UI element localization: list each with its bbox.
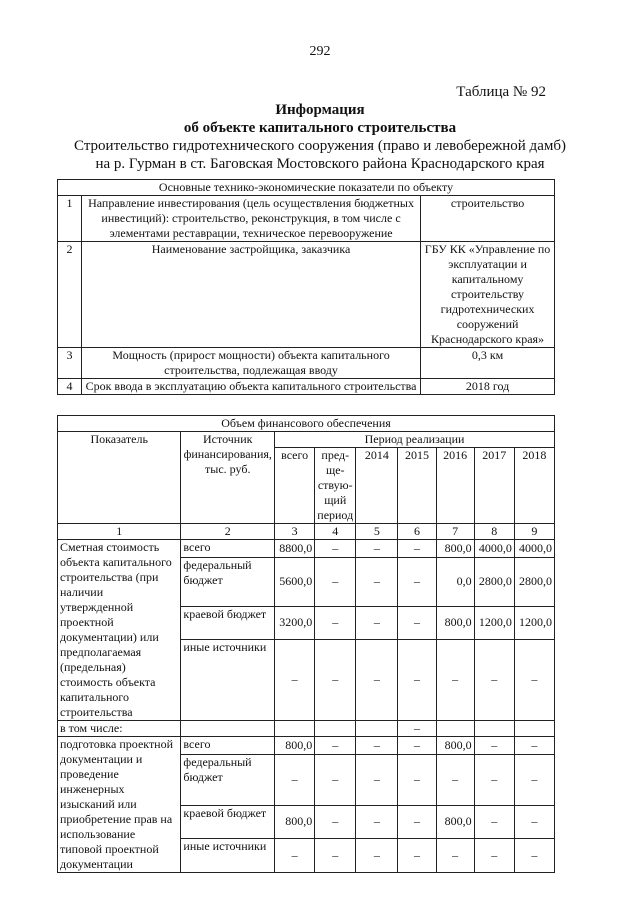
indicators-header-row (58, 180, 555, 196)
value-cell: 800,0 (436, 805, 474, 839)
value-cell: – (514, 805, 554, 839)
value-cell: – (398, 639, 436, 720)
col-number: 8 (474, 524, 514, 540)
col-number: 6 (398, 524, 436, 540)
col-year: 2018 (514, 448, 554, 524)
value-cell: 1200,0 (514, 606, 554, 639)
value-cell: – (356, 557, 398, 606)
including-mark: – (398, 721, 436, 737)
finance-colhead-row (58, 432, 555, 448)
value-cell: – (474, 737, 514, 755)
subtitle-line-2: на р. Гурман в ст. Баговская Мостовского района Краснодарского края (95, 156, 545, 172)
finance-header: Объем финансового обеспечения (58, 416, 555, 432)
value-cell: – (436, 839, 474, 873)
indicator-num: 4 (58, 379, 82, 395)
title-line-2: об объекте капитального строительства (183, 120, 457, 136)
indicator-num: 3 (58, 348, 82, 379)
indicator-name: Срок ввода в эксплуатацию объекта капитального строительства (81, 379, 420, 395)
col-number: 1 (58, 524, 181, 540)
group-label: Сметная стоимость объекта капитального строительства (при наличии утвержденной проектной документации) или предполагаемая (предельная) стоимость объекта капитального строительства (58, 540, 181, 721)
col-number: 4 (315, 524, 356, 540)
value-cell: – (356, 839, 398, 873)
indicator-row (58, 242, 555, 348)
finance-header-row (58, 416, 555, 432)
group1-body (58, 540, 555, 721)
col-number: 9 (514, 524, 554, 540)
value-cell: – (356, 540, 398, 558)
value-cell: 800,0 (275, 805, 315, 839)
source-cell: краевой бюджет (181, 606, 275, 639)
value-cell: – (356, 805, 398, 839)
value-cell: 8800,0 (275, 540, 315, 558)
value-cell: 2800,0 (514, 557, 554, 606)
value-cell: – (315, 606, 356, 639)
value-cell: – (514, 639, 554, 720)
indicators-table (57, 179, 555, 395)
indicator-value: 0,3 км (421, 348, 555, 379)
group2-body (58, 737, 555, 873)
value-cell: 2800,0 (474, 557, 514, 606)
col-year: 2014 (356, 448, 398, 524)
value-cell: – (356, 639, 398, 720)
value-cell: – (398, 557, 436, 606)
value-cell: – (315, 754, 356, 805)
indicator-num: 1 (58, 196, 82, 242)
value-cell: 4000,0 (514, 540, 554, 558)
source-cell: федеральный бюджет (181, 754, 275, 805)
value-cell: – (315, 737, 356, 755)
value-cell: 4000,0 (474, 540, 514, 558)
finance-row (58, 737, 555, 755)
finance-row (58, 540, 555, 558)
value-cell: 800,0 (436, 540, 474, 558)
value-cell: – (398, 737, 436, 755)
source-cell: иные источники (181, 639, 275, 720)
indicator-value: 2018 год (421, 379, 555, 395)
including-row (58, 721, 555, 737)
source-cell: всего (181, 540, 275, 558)
value-cell: – (315, 839, 356, 873)
value-cell: – (315, 557, 356, 606)
col-total: всего (275, 448, 315, 524)
value-cell: – (474, 639, 514, 720)
value-cell: – (436, 754, 474, 805)
value-cell: – (275, 639, 315, 720)
including-label: в том числе: (58, 721, 181, 737)
value-cell: – (398, 540, 436, 558)
value-cell: – (436, 639, 474, 720)
col-indicator: Показатель (58, 432, 181, 524)
value-cell: 5600,0 (275, 557, 315, 606)
value-cell: – (514, 737, 554, 755)
table-label: Таблица № 92 (456, 84, 546, 100)
indicator-name: Направление инвестирования (цель осуществления бюджетных инвестиций): строительство, реконструкция, в том числе с элементами реставрации, техническое перевооружение (81, 196, 420, 242)
col-number: 7 (436, 524, 474, 540)
col-year: 2015 (398, 448, 436, 524)
col-number: 5 (356, 524, 398, 540)
value-cell: – (398, 839, 436, 873)
value-cell: – (474, 754, 514, 805)
finance-table (57, 415, 555, 873)
value-cell: – (315, 805, 356, 839)
value-cell: – (275, 754, 315, 805)
source-cell: всего (181, 737, 275, 755)
col-year: 2016 (436, 448, 474, 524)
indicator-name: Мощность (прирост мощности) объекта капитального строительства, подлежащая вводу (81, 348, 420, 379)
value-cell: – (356, 606, 398, 639)
value-cell: – (474, 839, 514, 873)
indicator-value: строительство (421, 196, 555, 242)
indicator-value: ГБУ КК «Управление по эксплуатации и капитальному строительству гидротехнических сооружений Краснодарского края» (421, 242, 555, 348)
value-cell: – (315, 540, 356, 558)
value-cell: – (398, 754, 436, 805)
col-period: Период реализации (275, 432, 555, 448)
value-cell: 800,0 (436, 737, 474, 755)
value-cell: – (474, 805, 514, 839)
value-cell: – (514, 839, 554, 873)
group-label: подготовка проектной документации и проведение инженерных изысканий или приобретение прав на использование типовой проектной документации (58, 737, 181, 873)
col-number: 3 (275, 524, 315, 540)
col-number: 2 (181, 524, 275, 540)
value-cell: 3200,0 (275, 606, 315, 639)
value-cell: 1200,0 (474, 606, 514, 639)
value-cell: – (356, 737, 398, 755)
col-number-row (58, 524, 555, 540)
value-cell: – (398, 606, 436, 639)
source-cell: краевой бюджет (181, 805, 275, 839)
value-cell: 800,0 (275, 737, 315, 755)
value-cell: 0,0 (436, 557, 474, 606)
title-line-1: Информация (275, 102, 365, 118)
indicator-row (58, 379, 555, 395)
col-prev: пред-ще-ствую-щий период (315, 448, 356, 524)
value-cell: – (356, 754, 398, 805)
indicator-name: Наименование застройщика, заказчика (81, 242, 420, 348)
indicator-row (58, 196, 555, 242)
col-source: Источник финансирования, тыс. руб. (181, 432, 275, 524)
value-cell: – (514, 754, 554, 805)
col-year: 2017 (474, 448, 514, 524)
value-cell: – (398, 805, 436, 839)
indicator-num: 2 (58, 242, 82, 348)
subtitle-line-1: Строительство гидротехнического сооружения (право и левобережной дамб) (74, 138, 566, 154)
source-cell: иные источники (181, 839, 275, 873)
value-cell: – (275, 839, 315, 873)
page-number: 292 (309, 44, 331, 59)
indicators-header: Основные технико-экономические показатели по объекту (58, 180, 555, 196)
indicator-row (58, 348, 555, 379)
value-cell: 800,0 (436, 606, 474, 639)
source-cell: федеральный бюджет (181, 557, 275, 606)
value-cell: – (315, 639, 356, 720)
